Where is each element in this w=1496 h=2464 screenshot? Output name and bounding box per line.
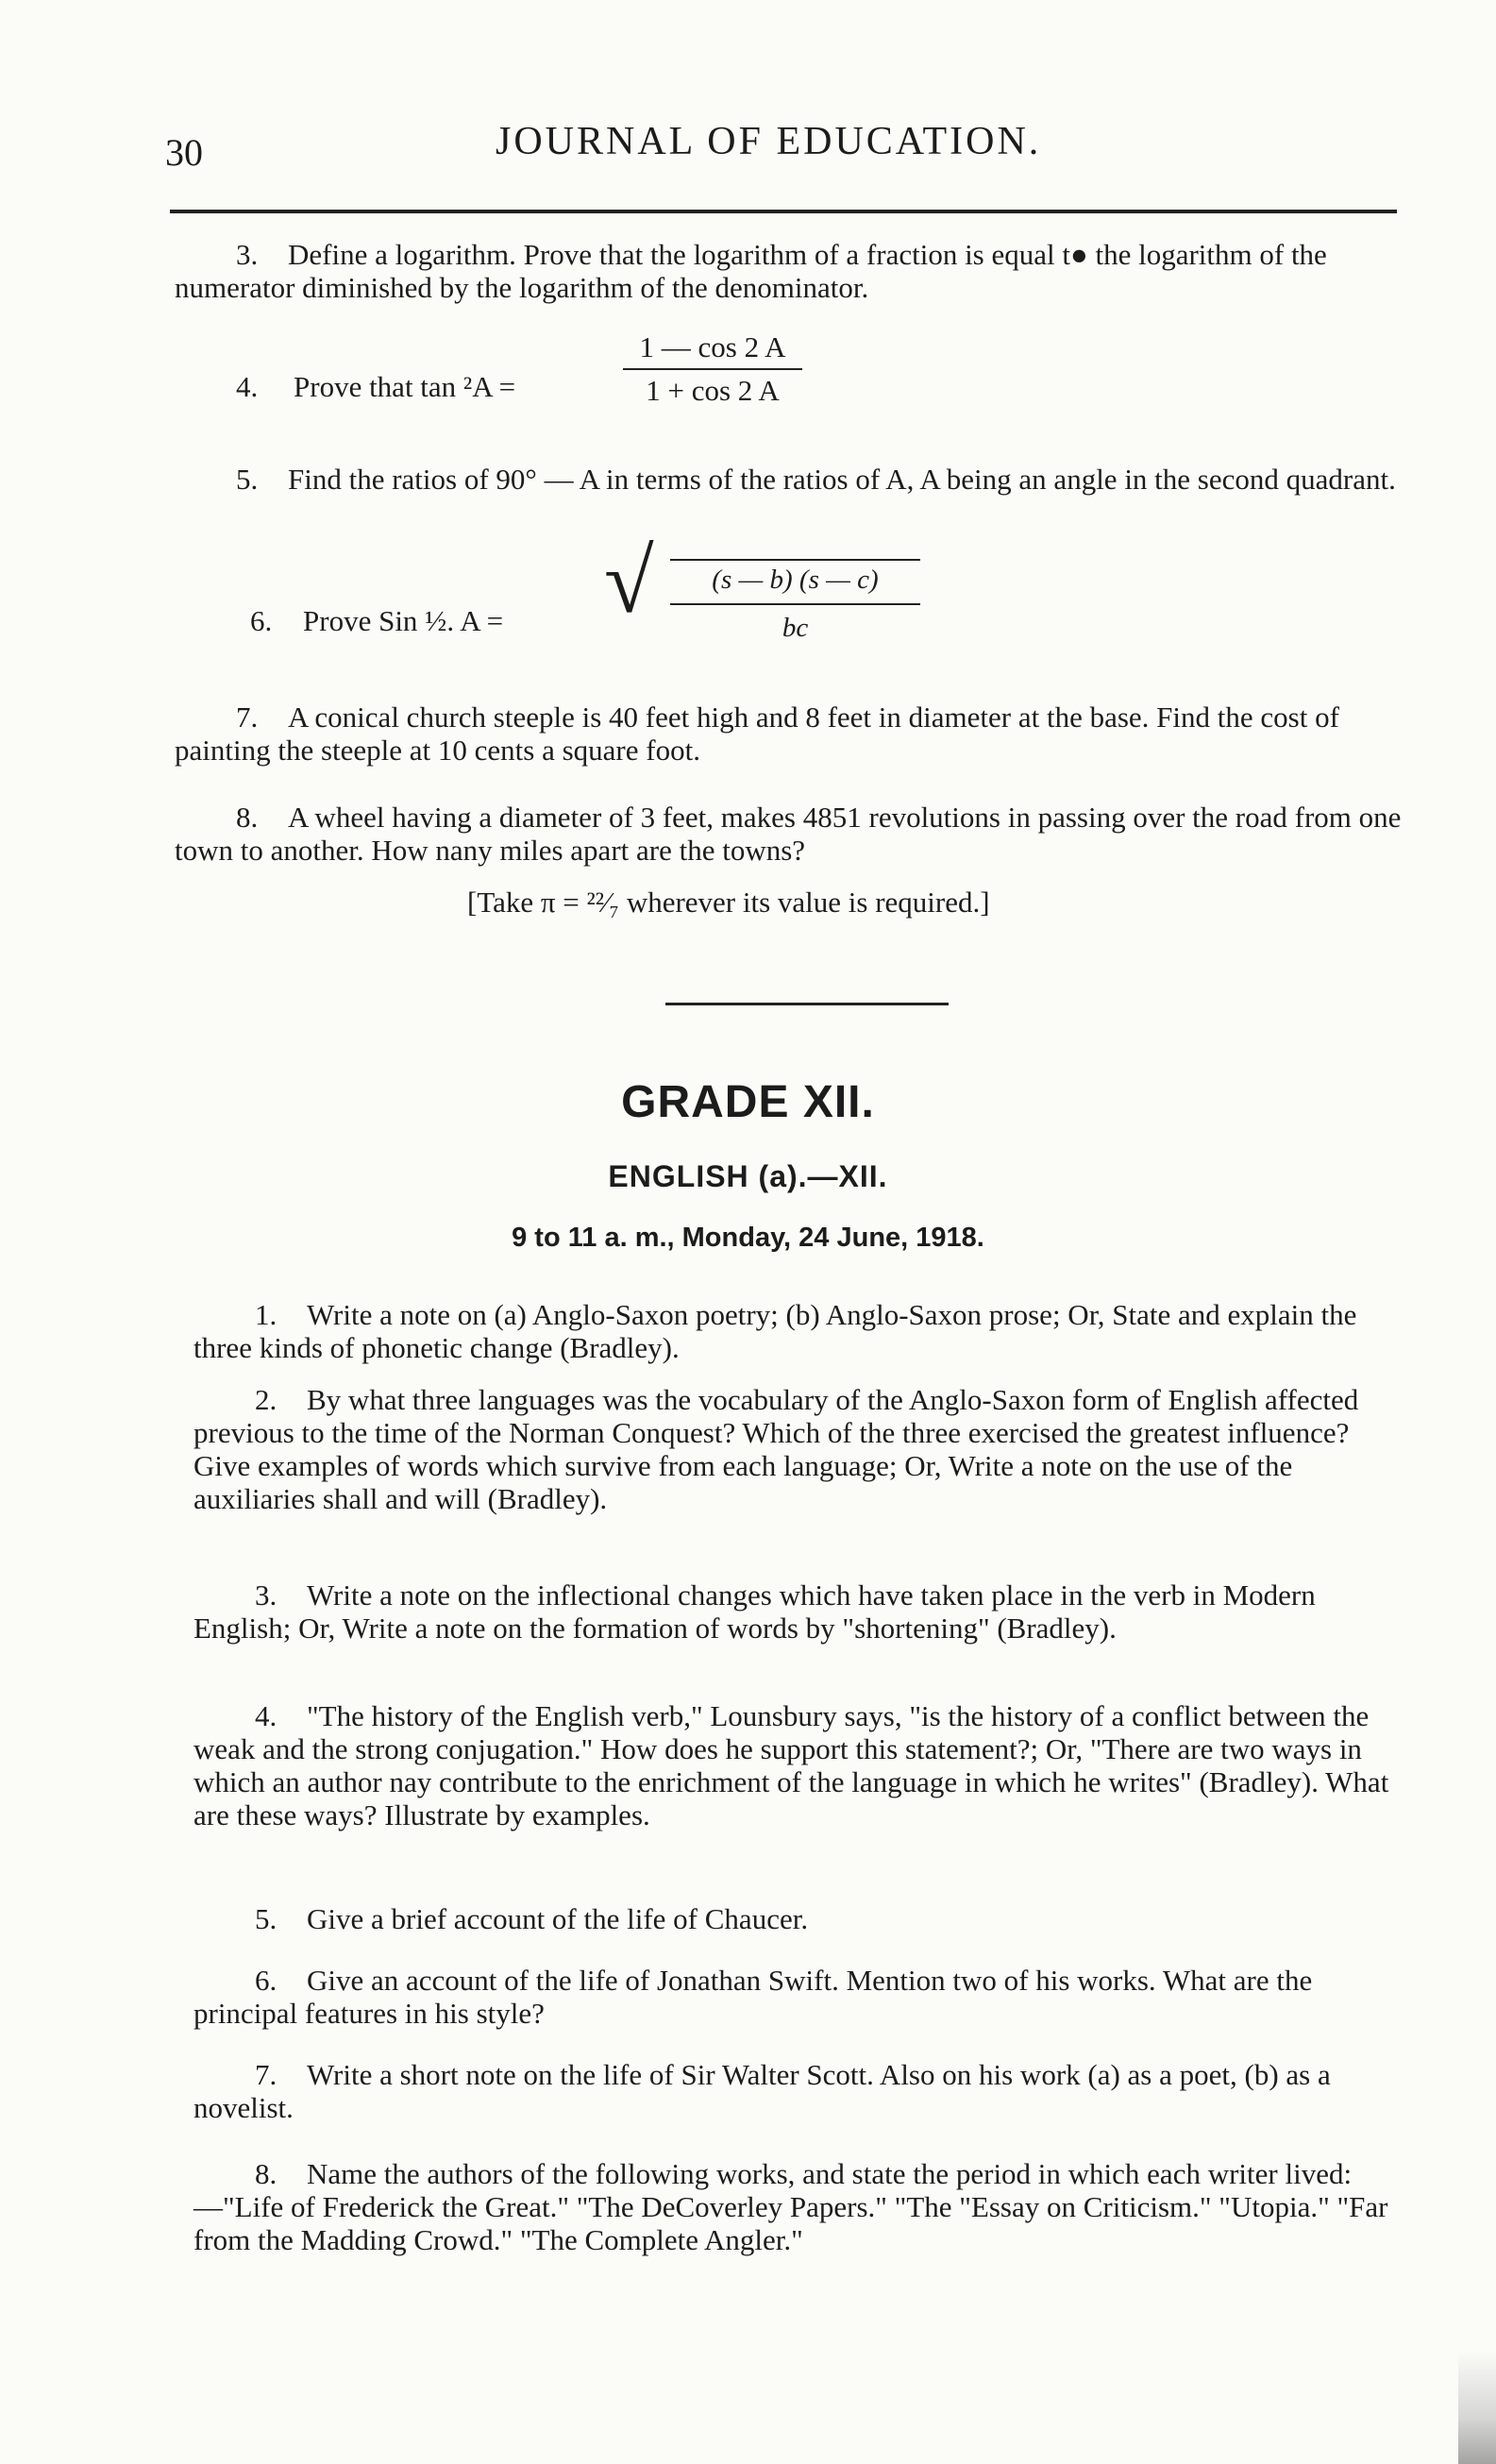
math-question-7 <box>175 700 1402 767</box>
english-question-6 <box>193 1964 1411 2030</box>
fraction-denominator: bc <box>782 613 809 643</box>
exam-schedule: 9 to 11 a. m., Monday, 24 June, 1918. <box>512 1223 984 1253</box>
question-number: 8. <box>255 2157 277 2190</box>
question-number: 2. <box>255 1383 277 1416</box>
subject-heading: ENGLISH (a).—XII. <box>608 1159 888 1193</box>
page-header <box>165 113 1402 179</box>
fraction-numerator: (s — b) (s — c) <box>670 559 920 596</box>
math-question-8 <box>175 801 1402 867</box>
question-number: 7. <box>236 700 259 734</box>
question-lead: Prove Sin ½. A = <box>303 604 504 637</box>
question-number: 5. <box>236 463 259 496</box>
question-text: Write a note on (a) Anglo-Saxon poetry; (b) Anglo-Saxon prose; Or, State and explain the three kinds of phonetic change (Bradley). <box>193 1298 1357 1364</box>
english-question-7 <box>193 2058 1411 2124</box>
question-number: 1. <box>255 1298 277 1331</box>
question-lead: Prove that tan ²A = <box>294 370 516 403</box>
question-text: Name the authors of the following works, and state the period in which each writer lived:—"Life of Frederick the Great." "The DeCoverley Papers." "The "Essay on Criticism." "Utopia." "Far from the Madding Crowd." "The Complete Angler." <box>193 2157 1388 2256</box>
question-text: "The history of the English verb," Lounsbury says, "is the history of a conflict between the weak and the strong conjugation." How does he support this statement?; Or, "There are two ways in which an author nay contribute to the enrichment of the language in which he writes" (Bradley). What are these ways? Illustrate by examples. <box>193 1699 1389 1831</box>
english-question-2 <box>193 1383 1411 1515</box>
question-number: 4. <box>255 1699 277 1732</box>
question-text: Define a logarithm. Prove that the logarithm of a fraction is equal t● the logarithm of the numerator diminished by the logarithm of the denominator. <box>175 238 1327 304</box>
question-text: Find the ratios of 90° — A in terms of the ratios of A, A being an angle in the second quadrant. <box>288 463 1396 496</box>
scan-edge-shadow <box>1458 2351 1496 2464</box>
english-question-1 <box>193 1298 1411 1364</box>
grade-heading: GRADE XII. <box>621 1077 875 1127</box>
question-text: Write a note on the inflectional changes which have taken place in the verb in Modern English; Or, Write a note on the formation of words by "shortening" (Bradley). <box>193 1578 1316 1645</box>
question-number: 3. <box>236 238 259 271</box>
math-question-5 <box>175 463 1402 496</box>
question-number: 3. <box>255 1578 277 1612</box>
question-number: 4. <box>236 370 259 403</box>
fraction-bar <box>623 368 802 370</box>
journal-title: JOURNAL OF EDUCATION. <box>496 120 1042 163</box>
english-question-3 <box>193 1578 1411 1645</box>
question-number: 7. <box>255 2058 277 2091</box>
fraction-denominator: 1 + cos 2 A <box>646 374 780 407</box>
question-text: Give an account of the life of Jonathan Swift. Mention two of his works. What are the principal features in his style? <box>193 1964 1313 2030</box>
math-question-3 <box>175 238 1402 304</box>
radical-fraction <box>670 559 920 644</box>
fraction-q4 <box>623 330 802 408</box>
question-text: Give a brief account of the life of Chaucer. <box>307 1902 809 1935</box>
question-text: Write a short note on the life of Sir Walter Scott. Also on his work (a) as a poet, (b) as a novelist. <box>193 2058 1331 2124</box>
english-question-5 <box>193 1902 1411 1935</box>
question-number: 8. <box>236 801 259 834</box>
question-text: By what three languages was the vocabulary of the Anglo-Saxon form of English affected previous to the time of the Norman Conquest? Which of the three exercised the greatest influence? Give examples of words which survive from each language; Or, Write a note on the use of the auxiliaries shall and will (Bradley). <box>193 1383 1359 1515</box>
page-number: 30 <box>165 131 203 174</box>
question-text: A conical church steeple is 40 feet high and 8 feet in diameter at the base. Find the cost of painting the steeple at 10 cents a square foot. <box>175 700 1339 767</box>
header-rule <box>170 210 1397 213</box>
fraction-numerator: 1 — cos 2 A <box>639 330 786 363</box>
pi-note: [Take π = ²²⁄₇ wherever its value is required.] <box>467 886 990 919</box>
question-number: 6. <box>250 604 273 637</box>
question-text: A wheel having a diameter of 3 feet, makes 4851 revolutions in passing over the road from one town to another. How nany miles apart are the towns? <box>175 801 1402 867</box>
english-question-8 <box>193 2157 1411 2256</box>
question-number: 6. <box>255 1964 277 1997</box>
section-divider <box>665 1003 949 1005</box>
question-number: 5. <box>255 1902 277 1935</box>
square-root-sign: √ <box>604 531 654 632</box>
fraction-bar <box>670 603 920 605</box>
english-question-4 <box>193 1699 1411 1831</box>
